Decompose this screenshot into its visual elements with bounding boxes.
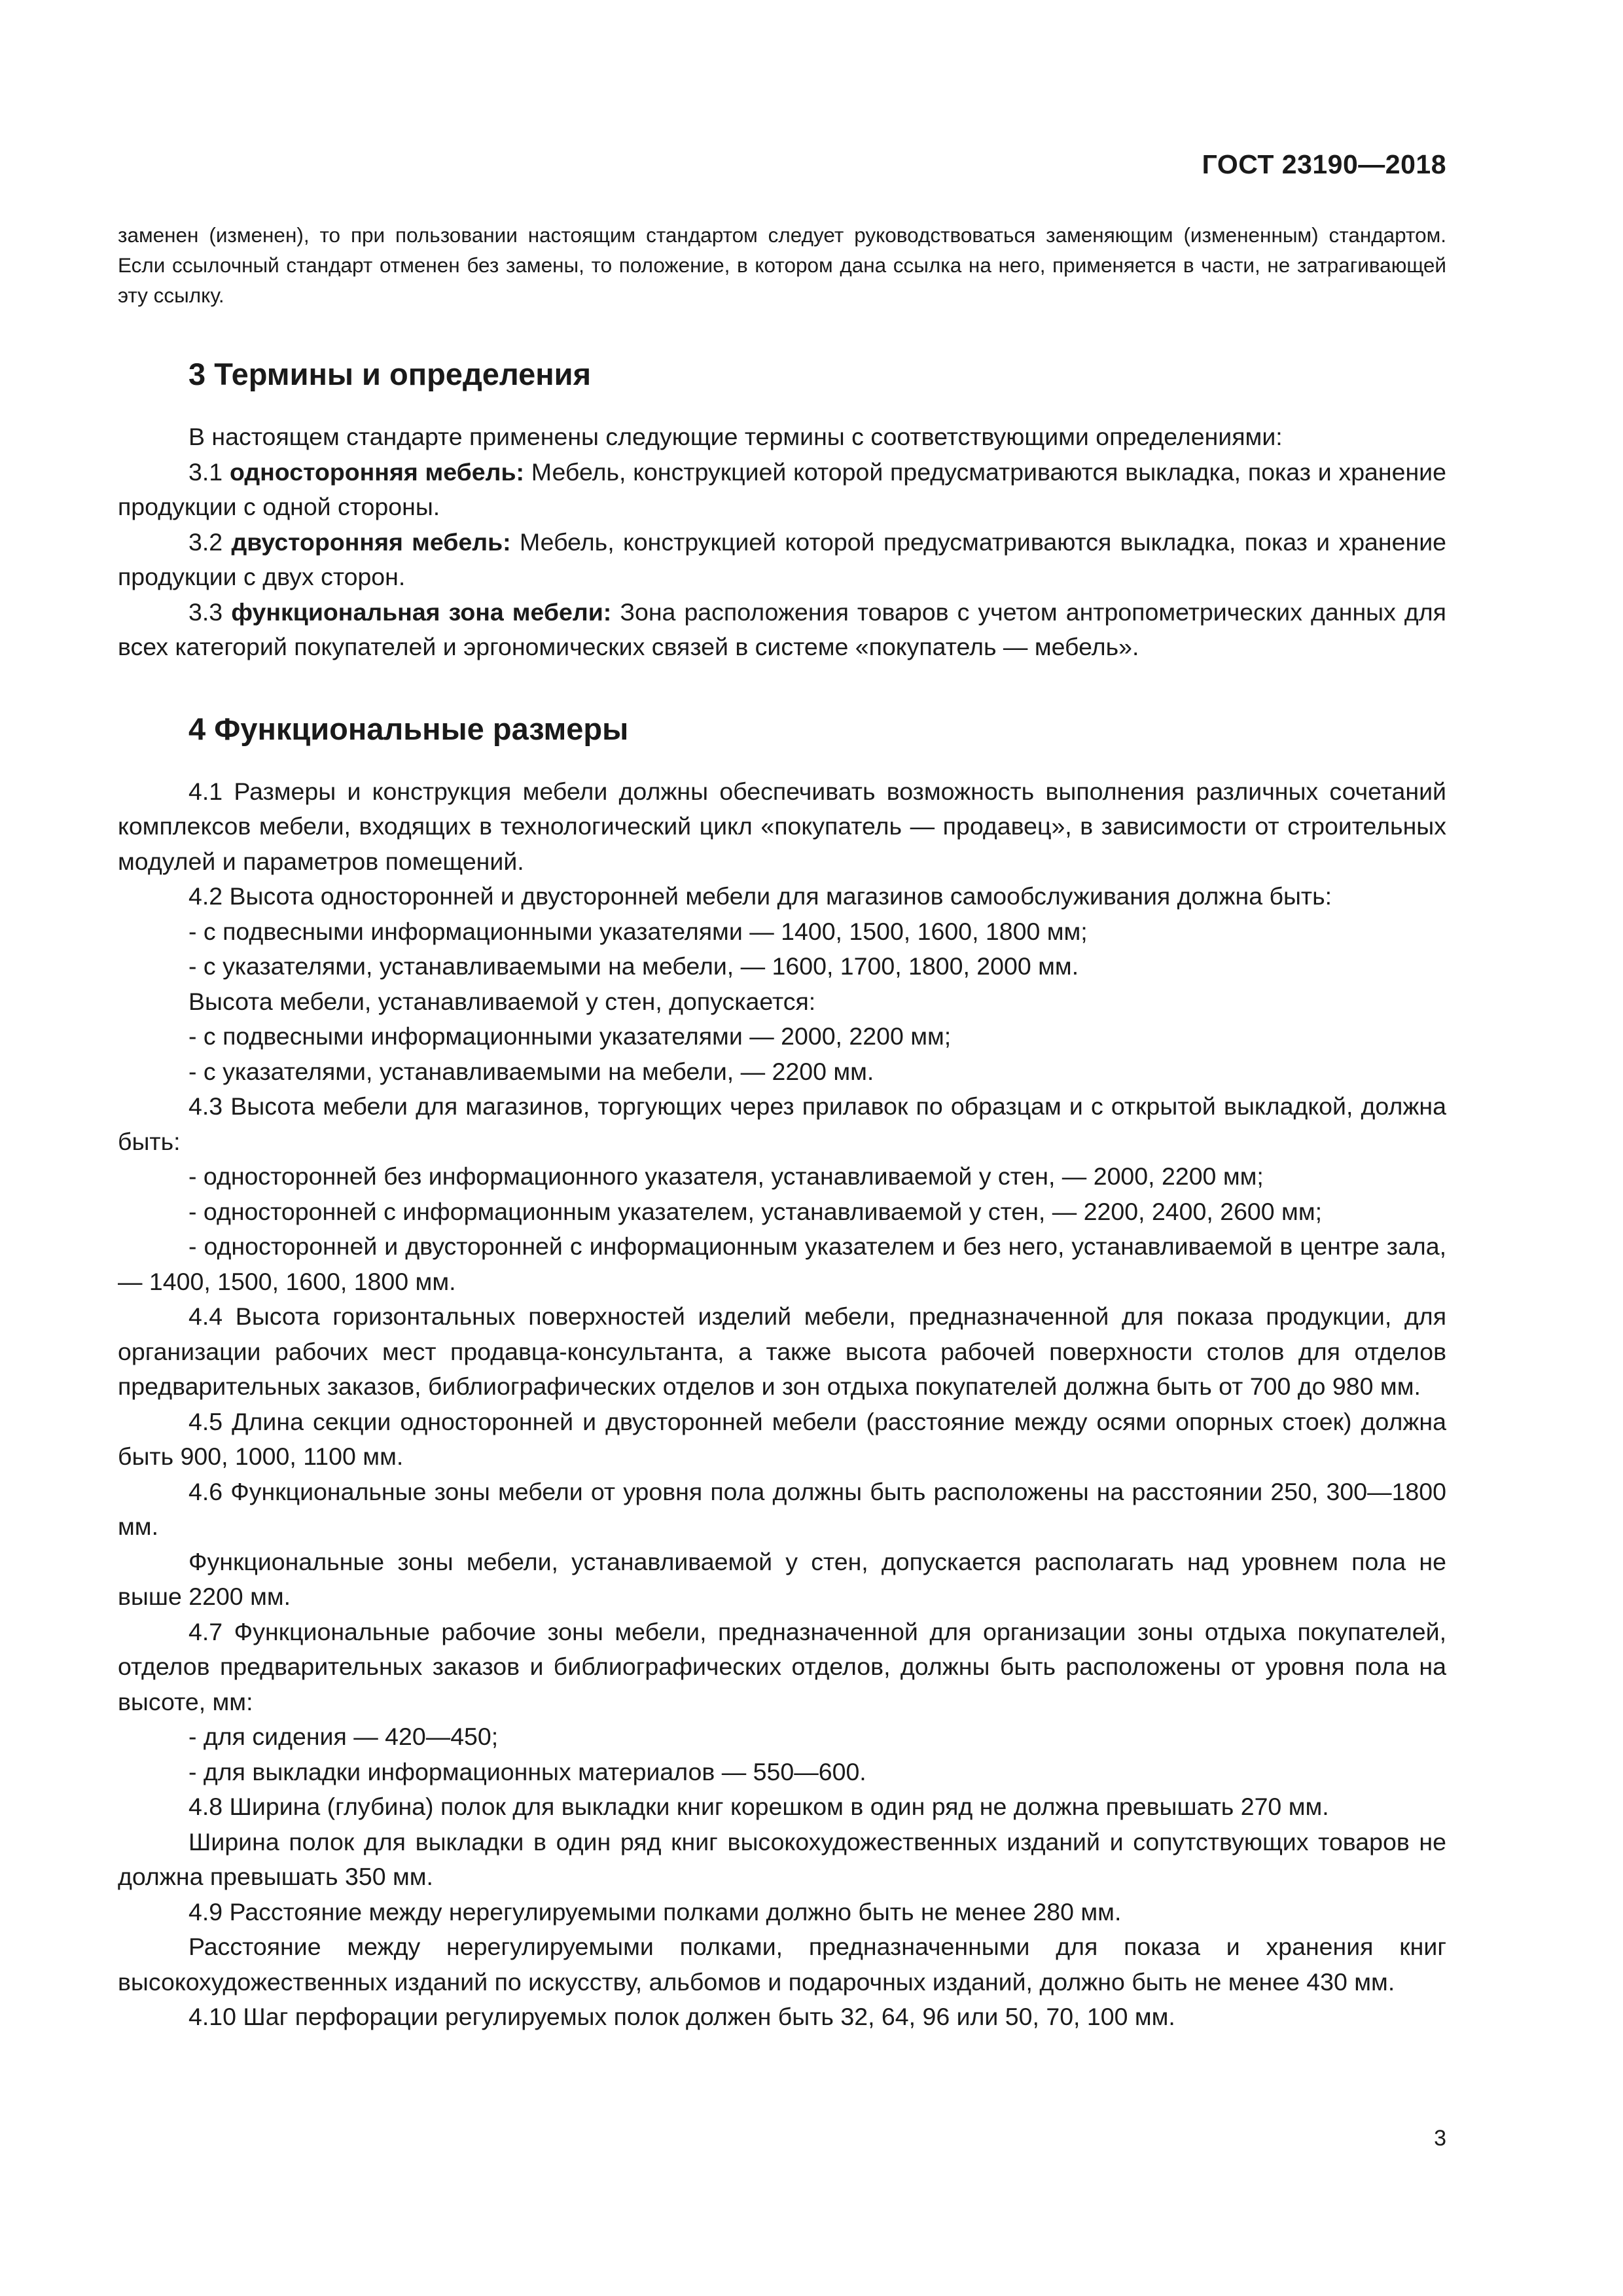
paragraph-4-6: 4.6 Функциональные зоны мебели от уровня пола должны быть расположены на расстоянии 250, 300—1800 мм.	[118, 1477, 1446, 1540]
paragraph-4-1: 4.1 Размеры и конструкция мебели должны обеспечивать возможность выполнения различных сочетаний комплексов мебели, входящих в технологический цикл «покупатель — продавец», в зависимости от строительных модулей и параметров помещений.	[118, 777, 1446, 875]
paragraph-4-5: 4.5 Длина секции односторонней и двусторонней мебели (расстояние между осями опорных стоек) должна быть 900, 1000, 1100 мм.	[118, 1407, 1446, 1470]
term-definition: Зона расположения товаров с учетом антропометрических данных для всех категорий покупателей и эргономических связей в системе «покупатель — мебель».	[118, 598, 1446, 660]
list-item: - для сидения — 420—450;	[188, 1723, 499, 1750]
paragraph-4-6-walls: Функциональные зоны мебели, устанавливаемой у стен, допускается располагать над уровнем пола не выше 2200 мм.	[118, 1547, 1446, 1610]
term-number: 3.3	[188, 598, 232, 626]
document-code-header: ГОСТ 23190—2018	[1202, 149, 1446, 179]
section-4-heading: 4 Функциональные размеры	[188, 711, 629, 746]
paragraph-4-8-art: Ширина полок для выкладки в один ряд книг высокохудожественных изданий и сопутствующих товаров не должна превышать 350 мм.	[118, 1827, 1446, 1890]
list-item: - односторонней и двусторонней с информационным указателем и без него, устанавливаемой в центре зала, — 1400, 1500, 1600, 1800 мм.	[118, 1232, 1446, 1295]
term-name: двусторонняя мебель:	[231, 528, 511, 556]
paragraph-4-2: 4.2 Высота односторонней и двусторонней мебели для магазинов самообслуживания должна быть:	[188, 882, 1332, 910]
paragraph-4-4: 4.4 Высота горизонтальных поверхностей изделий мебели, предназначенной для показа продукции, для организации рабочих мест продавца-консультанта, а также высота рабочей поверхности столов для отделов предварительных заказов, библиографических отделов и зон отдыха покупателей должна быть от 700 до 980 мм.	[118, 1302, 1446, 1400]
term-3-3	[118, 595, 1446, 665]
paragraph-4-9: 4.9 Расстояние между нерегулируемыми полками должно быть не менее 280 мм.	[188, 1897, 1122, 1926]
term-definition: Мебель, конструкцией которой предусматриваются выкладка, показ и хранение продукции с одной стороны.	[118, 457, 1446, 520]
list-item: - односторонней без информационного указателя, устанавливаемой у стен, — 2000, 2200 мм;	[188, 1162, 1264, 1190]
continuation-paragraph: заменен (изменен), то при пользовании настоящим стандартом следует руководствоваться заменяющим (измененным) стандартом. Если ссылочный стандарт отменен без замены, то положение, в котором дана ссылка на него, применяется в части, не затрагивающей эту ссылку.	[118, 223, 1446, 307]
paragraph-4-7: 4.7 Функциональные рабочие зоны мебели, предназначенной для организации зоны отдыха покупателей, отделов предварительных заказов и библиографических отделов, должны быть расположены от уровня пола на высоте, мм:	[118, 1617, 1446, 1715]
term-name: односторонняя мебель:	[229, 457, 525, 486]
list-item: - с указателями, устанавливаемыми на мебели, — 1600, 1700, 1800, 2000 мм.	[188, 952, 1079, 980]
list-item: - с указателями, устанавливаемыми на мебели, — 2200 мм.	[188, 1057, 874, 1085]
term-definition: Мебель, конструкцией которой предусматриваются выкладка, показ и хранение продукции с двух сторон.	[118, 528, 1446, 590]
list-item: - для выкладки информационных материалов — 550—600.	[188, 1757, 866, 1785]
paragraph-4-8: 4.8 Ширина (глубина) полок для выкладки книг корешком в один ряд не должна превышать 270 мм.	[188, 1793, 1329, 1820]
list-item: - с подвесными информационными указателями — 1400, 1500, 1600, 1800 мм;	[188, 917, 1088, 945]
paragraph-4-2-walls: Высота мебели, устанавливаемой у стен, допускается:	[188, 987, 816, 1015]
term-3-1	[118, 455, 1446, 525]
paragraph-4-9-art: Расстояние между нерегулируемыми полками, предназначенными для показа и хранения книг высокохудожественных изданий по искусству, альбомов и подарочных изданий, должно быть не менее 430 мм.	[118, 1933, 1446, 1996]
page-number: 3	[1434, 2126, 1446, 2151]
list-item: - односторонней с информационным указателем, устанавливаемой у стен, — 2200, 2400, 2600 мм;	[188, 1197, 1323, 1225]
term-number: 3.2	[188, 528, 232, 556]
paragraph-4-3: 4.3 Высота мебели для магазинов, торгующих через прилавок по образцам и с открытой выкладкой, должна быть:	[118, 1092, 1446, 1155]
term-3-2	[118, 525, 1446, 595]
paragraph-4-10: 4.10 Шаг перфорации регулируемых полок должен быть 32, 64, 96 или 50, 70, 100 мм.	[188, 2003, 1175, 2030]
term-name: функциональная зона мебели:	[231, 598, 612, 626]
page-content	[118, 220, 1446, 2035]
list-item: - с подвесными информационными указателями — 2000, 2200 мм;	[188, 1022, 952, 1050]
term-number: 3.1	[188, 457, 230, 486]
section-3-heading: 3 Термины и определения	[188, 357, 591, 391]
section-3-intro: В настоящем стандарте применены следующие термины с соответствующими определениями:	[188, 423, 1283, 450]
